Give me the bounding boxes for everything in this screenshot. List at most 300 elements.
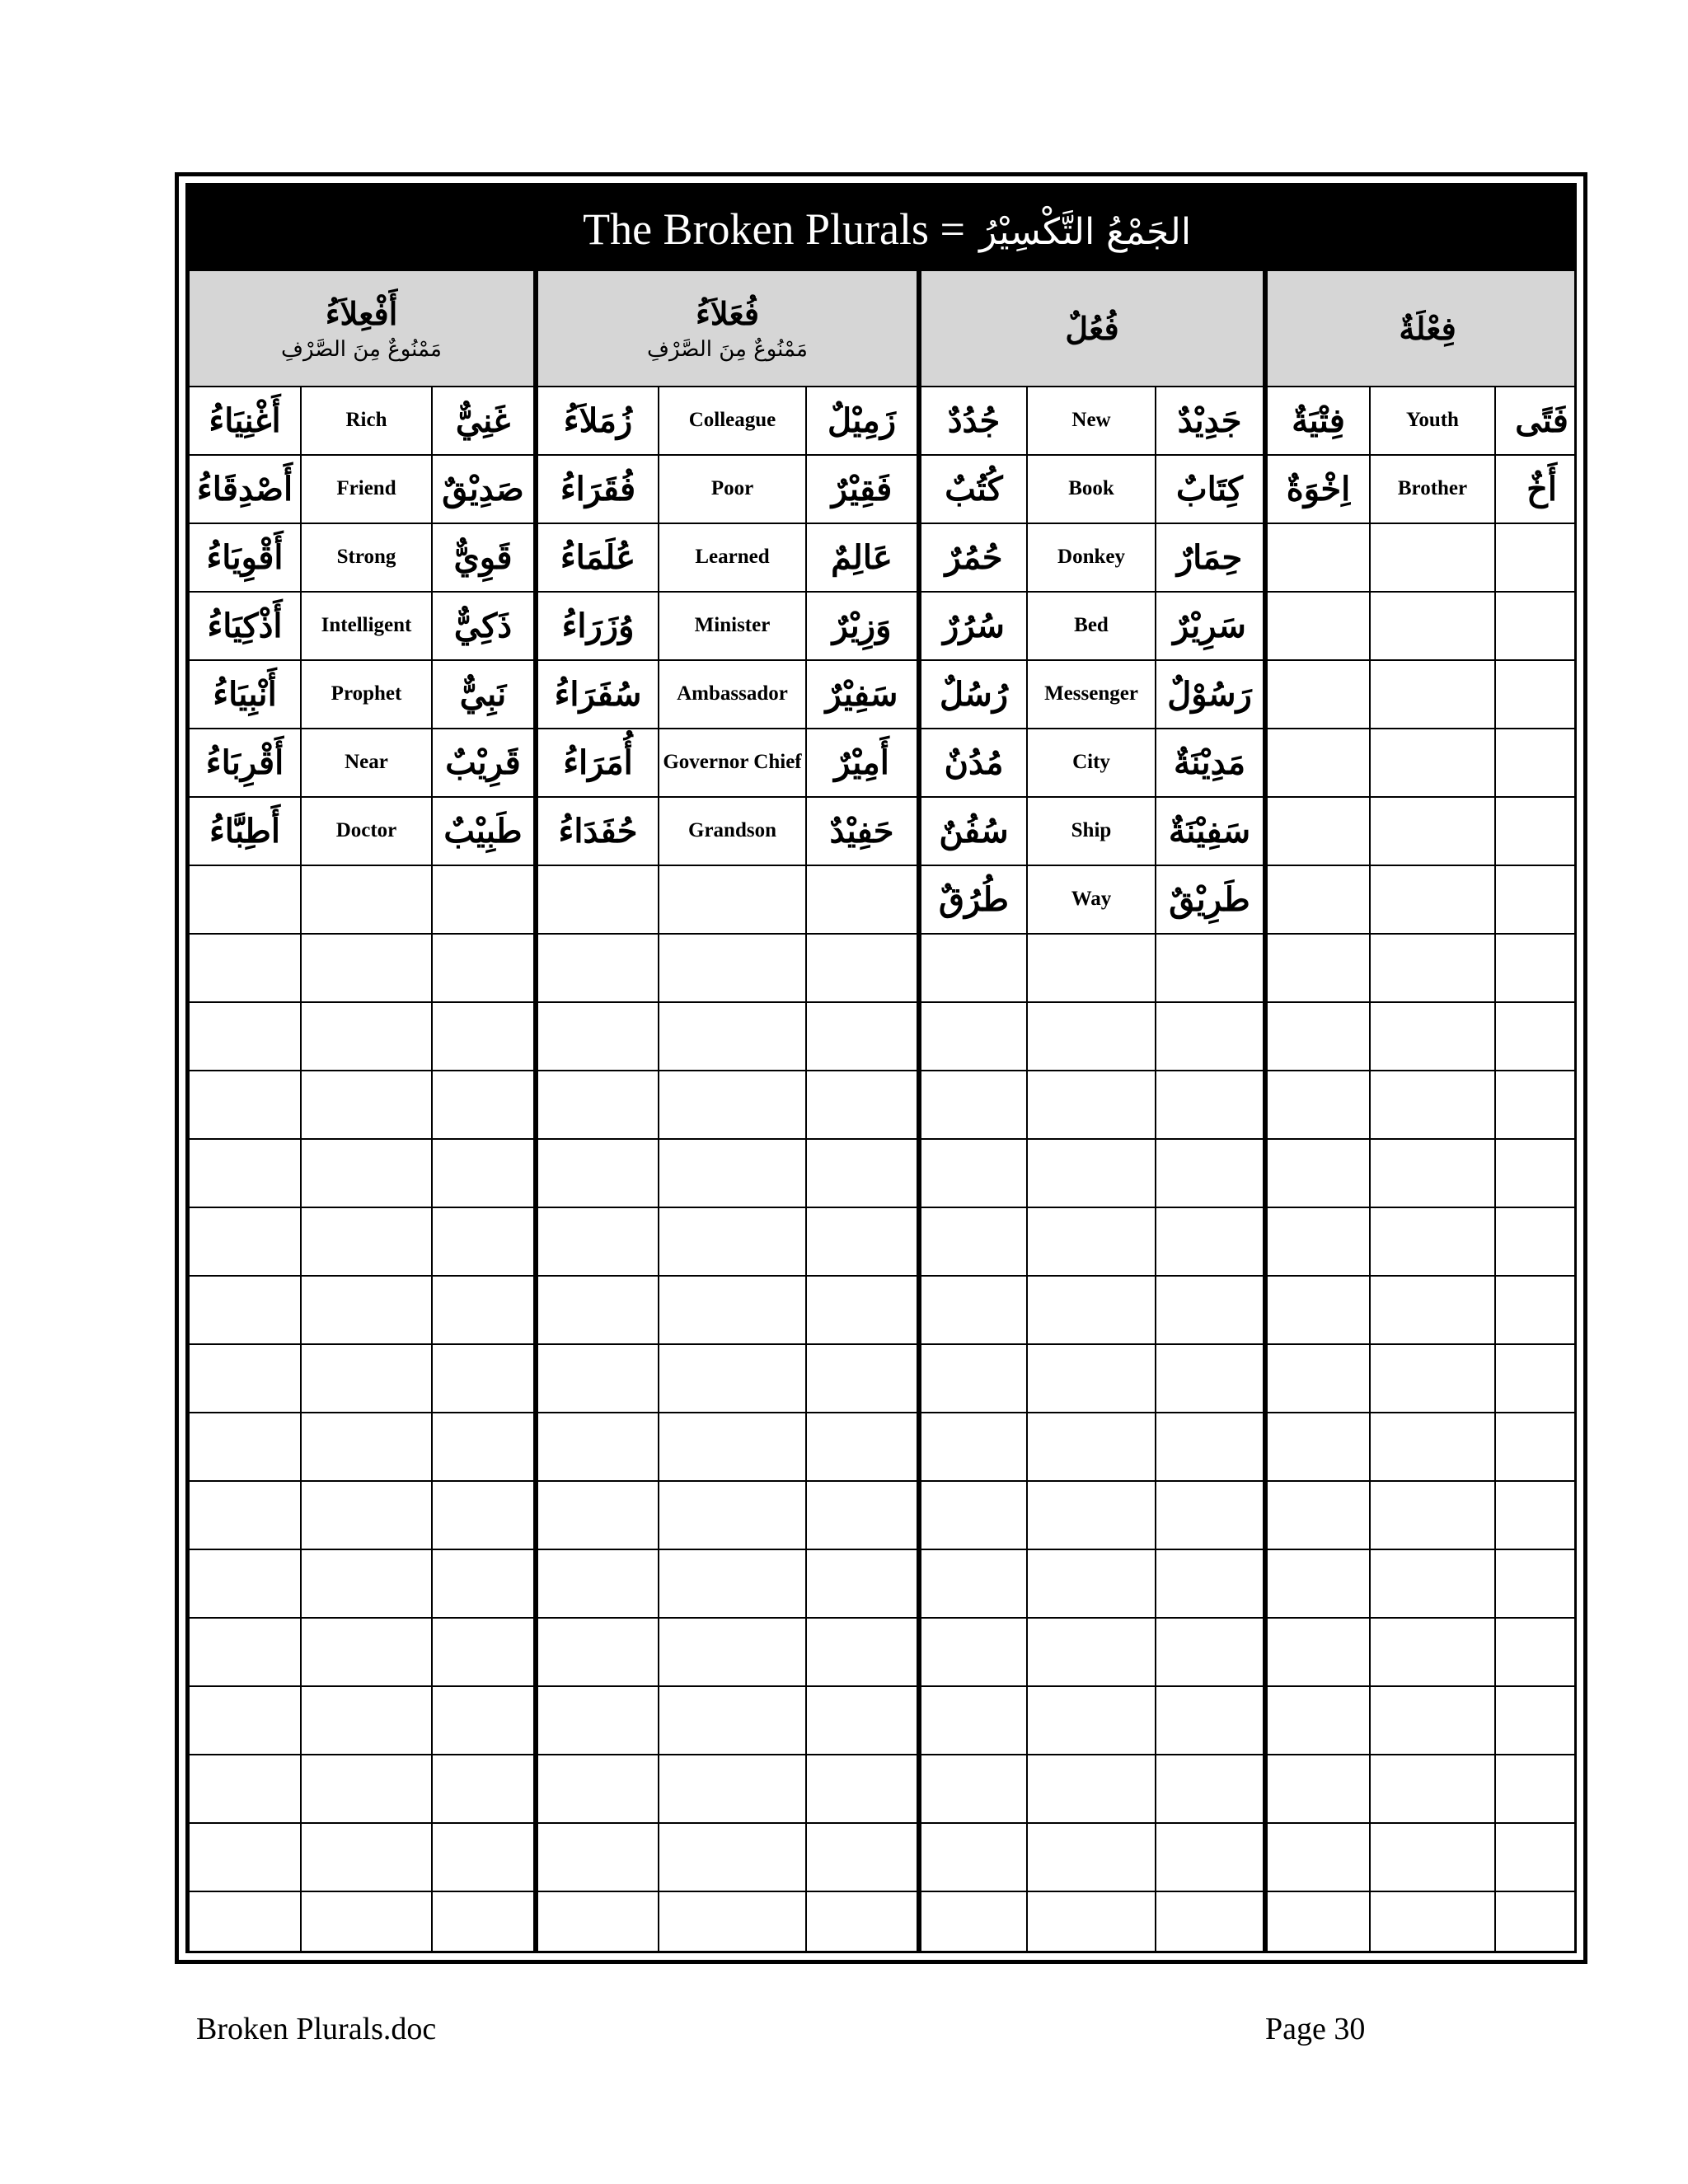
plural-cell <box>536 1207 659 1276</box>
table-row <box>189 1823 1577 1891</box>
singular-cell <box>1156 797 1265 865</box>
meaning-cell <box>659 387 806 455</box>
singular-cell <box>432 1823 536 1891</box>
meaning-cell <box>659 1413 806 1481</box>
plural-cell <box>536 1139 659 1207</box>
meaning-cell <box>659 1207 806 1276</box>
singular-text: ذَكِيٌّ <box>453 606 513 645</box>
meaning-cell <box>301 1276 432 1344</box>
singular-text: حَفِيْدٌ <box>829 811 894 851</box>
group-pattern: فُعُلٌ <box>1065 310 1119 347</box>
singular-text: وَزِيْرٌ <box>832 606 892 645</box>
meaning-cell <box>301 934 432 1002</box>
group-pattern: أَفْعِلاَءُ <box>325 295 398 332</box>
plural-text: رُسُلٌ <box>939 674 1009 714</box>
meaning-cell <box>1370 865 1495 934</box>
plural-cell <box>919 1139 1027 1207</box>
meaning-cell <box>301 592 432 660</box>
plural-cell <box>919 1344 1027 1413</box>
singular-cell <box>1495 1481 1577 1549</box>
plural-cell <box>1265 1891 1370 1953</box>
singular-cell <box>1156 1207 1265 1276</box>
singular-cell <box>1495 1344 1577 1413</box>
meaning-cell <box>301 660 432 729</box>
table-row <box>189 387 1577 455</box>
meaning-cell <box>301 1823 432 1891</box>
plural-cell <box>189 1276 301 1344</box>
singular-cell <box>1156 592 1265 660</box>
plural-cell <box>536 1071 659 1139</box>
singular-cell <box>1156 387 1265 455</box>
singular-cell <box>806 1755 919 1823</box>
singular-cell <box>806 523 919 592</box>
singular-cell <box>806 1071 919 1139</box>
table-row <box>189 660 1577 729</box>
plural-text: سُفَرَاءُ <box>554 674 642 714</box>
meaning-text: Near <box>345 751 388 774</box>
singular-text: رَسُوْلٌ <box>1167 674 1252 714</box>
footer-filename: Broken Plurals.doc <box>196 2012 437 2046</box>
meaning-text: Bed <box>1074 614 1109 637</box>
meaning-cell <box>301 1686 432 1755</box>
meaning-cell <box>1370 1002 1495 1071</box>
group-pattern: فُعَلاَءُ <box>695 295 760 332</box>
table-row <box>189 1686 1577 1755</box>
meaning-cell <box>301 865 432 934</box>
singular-cell <box>806 1413 919 1481</box>
singular-cell <box>432 523 536 592</box>
plural-cell <box>536 1891 659 1953</box>
meaning-text: Governor Chief <box>663 751 802 774</box>
meaning-cell <box>301 1413 432 1481</box>
meaning-cell <box>1370 660 1495 729</box>
meaning-text: Friend <box>336 477 396 500</box>
table-row <box>189 1891 1577 1953</box>
plural-cell <box>919 1686 1027 1755</box>
singular-cell <box>806 1276 919 1344</box>
singular-cell <box>806 1481 919 1549</box>
meaning-text: Book <box>1068 477 1114 500</box>
singular-text: سَفِيْرٌ <box>825 674 898 714</box>
meaning-cell <box>659 1549 806 1618</box>
plural-cell <box>1265 1823 1370 1891</box>
singular-cell <box>806 660 919 729</box>
singular-text: فَقِيْرٌ <box>831 469 893 509</box>
table-row <box>189 865 1577 934</box>
meaning-cell <box>301 1618 432 1686</box>
singular-cell <box>432 865 536 934</box>
singular-cell <box>432 729 536 797</box>
plural-cell <box>536 1755 659 1823</box>
plural-text: مُدُنٌ <box>944 743 1004 782</box>
meaning-cell <box>1027 1755 1156 1823</box>
singular-text: غَنِيٌّ <box>455 401 511 440</box>
meaning-cell <box>659 934 806 1002</box>
meaning-cell <box>301 729 432 797</box>
singular-cell <box>1495 523 1577 592</box>
singular-text: فَتًى <box>1515 401 1568 440</box>
plural-text: أَقْرِبَاءُ <box>205 743 284 782</box>
meaning-cell <box>301 455 432 523</box>
singular-cell <box>432 387 536 455</box>
singular-cell <box>1156 1002 1265 1071</box>
meaning-text: Rich <box>345 409 387 432</box>
plural-text: فِتْيَةٌ <box>1292 401 1345 440</box>
meaning-cell <box>1027 455 1156 523</box>
plural-text: حُفَدَاءُ <box>558 811 638 851</box>
meaning-text: Colleague <box>688 409 776 432</box>
plural-cell <box>536 729 659 797</box>
singular-text: مَدِيْنَةٌ <box>1173 743 1246 782</box>
singular-cell <box>432 1686 536 1755</box>
meaning-cell <box>301 797 432 865</box>
meaning-text: Strong <box>336 546 396 569</box>
singular-cell <box>806 1002 919 1071</box>
meaning-text: Youth <box>1406 409 1459 432</box>
plural-cell <box>1265 1071 1370 1139</box>
group-header-filatun <box>1265 270 1577 387</box>
meaning-cell <box>659 592 806 660</box>
meaning-cell <box>659 1344 806 1413</box>
meaning-text: Messenger <box>1044 682 1138 705</box>
table-row <box>189 455 1577 523</box>
meaning-cell <box>301 1002 432 1071</box>
meaning-text: Ambassador <box>677 682 788 705</box>
plural-cell <box>189 1549 301 1618</box>
plural-cell <box>1265 1549 1370 1618</box>
table-row <box>189 592 1577 660</box>
plural-cell <box>919 797 1027 865</box>
meaning-cell <box>1370 1344 1495 1413</box>
singular-cell <box>1156 1481 1265 1549</box>
singular-cell <box>1156 865 1265 934</box>
plural-text: عُلَمَاءُ <box>560 537 636 577</box>
singular-text: جَدِيْدٌ <box>1177 401 1242 440</box>
singular-cell <box>1495 1755 1577 1823</box>
singular-cell <box>1495 1618 1577 1686</box>
singular-text: زَمِيْلٌ <box>827 401 897 440</box>
singular-text: كِتَابٌ <box>1176 469 1243 509</box>
plural-cell <box>536 1549 659 1618</box>
meaning-text: Intelligent <box>321 614 412 637</box>
plural-cell <box>1265 1344 1370 1413</box>
plural-cell <box>536 1002 659 1071</box>
plural-cell <box>536 797 659 865</box>
meaning-text: Donkey <box>1057 546 1125 569</box>
meaning-cell <box>659 1686 806 1755</box>
singular-cell <box>432 1002 536 1071</box>
singular-cell <box>806 1139 919 1207</box>
plural-text: أَنْبِيَاءُ <box>213 674 277 714</box>
singular-cell <box>1495 387 1577 455</box>
table-row <box>189 1276 1577 1344</box>
table-row <box>189 729 1577 797</box>
meaning-cell <box>659 797 806 865</box>
singular-cell <box>1156 1071 1265 1139</box>
plural-cell <box>919 865 1027 934</box>
meaning-cell <box>1027 660 1156 729</box>
singular-cell <box>432 1344 536 1413</box>
plural-cell <box>1265 729 1370 797</box>
plural-text: أَغْنِيَاءُ <box>209 401 281 440</box>
plural-text: سُفُنٌ <box>939 811 1009 851</box>
singular-cell <box>806 592 919 660</box>
table-row <box>189 1139 1577 1207</box>
plural-text: كُتُبٌ <box>945 469 1003 509</box>
singular-text: صَدِيْقٌ <box>442 469 524 509</box>
singular-cell <box>1156 1549 1265 1618</box>
plural-cell <box>1265 865 1370 934</box>
plural-cell <box>1265 1755 1370 1823</box>
plural-cell <box>1265 934 1370 1002</box>
singular-text: طَرِيْقٌ <box>1169 879 1250 919</box>
plural-cell <box>189 387 301 455</box>
singular-text: عَالِمٌ <box>831 537 893 577</box>
plural-cell <box>919 1276 1027 1344</box>
plural-cell <box>189 660 301 729</box>
singular-cell <box>432 1276 536 1344</box>
group-note: مَمْنُوعٌ مِنَ الصَّرْفِ <box>647 337 808 362</box>
plural-text: حُمُرٌ <box>945 537 1003 577</box>
plural-cell <box>919 1891 1027 1953</box>
plural-cell <box>1265 1413 1370 1481</box>
table-row <box>189 934 1577 1002</box>
plural-cell <box>189 865 301 934</box>
table-row <box>189 1755 1577 1823</box>
footer-page-number: Page 30 <box>1265 2012 1366 2046</box>
meaning-cell <box>1370 1618 1495 1686</box>
meaning-cell <box>659 523 806 592</box>
meaning-cell <box>1370 1481 1495 1549</box>
singular-cell <box>1156 660 1265 729</box>
table-row <box>189 1549 1577 1618</box>
plural-cell <box>1265 797 1370 865</box>
plural-cell <box>919 523 1027 592</box>
singular-cell <box>1156 1891 1265 1953</box>
plural-cell <box>189 1207 301 1276</box>
meaning-cell <box>659 729 806 797</box>
singular-cell <box>1495 1891 1577 1953</box>
meaning-cell <box>1370 729 1495 797</box>
meaning-cell <box>659 1002 806 1071</box>
table-row <box>189 1002 1577 1071</box>
plural-cell <box>1265 1618 1370 1686</box>
meaning-cell <box>1027 934 1156 1002</box>
plural-cell <box>536 1686 659 1755</box>
singular-cell <box>1156 1686 1265 1755</box>
table-row <box>189 1481 1577 1549</box>
singular-cell <box>1495 1207 1577 1276</box>
singular-cell <box>1156 1823 1265 1891</box>
singular-cell <box>1156 934 1265 1002</box>
plural-cell <box>536 387 659 455</box>
plural-cell <box>189 797 301 865</box>
plural-cell <box>189 1071 301 1139</box>
plural-cell <box>189 455 301 523</box>
singular-cell <box>1156 523 1265 592</box>
plural-cell <box>536 1481 659 1549</box>
meaning-text: Prophet <box>331 682 402 705</box>
meaning-cell <box>1027 387 1156 455</box>
meaning-cell <box>1370 1139 1495 1207</box>
meaning-cell <box>301 1891 432 1953</box>
singular-text: نَبِيٌّ <box>459 674 507 714</box>
title-english: The Broken Plurals = <box>583 204 965 254</box>
singular-cell <box>432 1207 536 1276</box>
meaning-cell <box>1027 1276 1156 1344</box>
singular-text: سَرِيْرٌ <box>1173 606 1246 645</box>
plural-cell <box>919 1823 1027 1891</box>
meaning-text: Way <box>1071 888 1112 911</box>
singular-cell <box>1495 1002 1577 1071</box>
meaning-cell <box>1027 865 1156 934</box>
meaning-cell <box>1027 1891 1156 1953</box>
plural-text: اِخْوَةٌ <box>1286 469 1351 509</box>
plural-text: أَصْدِقَاءُ <box>196 469 293 509</box>
plural-cell <box>536 1413 659 1481</box>
plural-cell <box>919 1207 1027 1276</box>
plural-cell <box>919 592 1027 660</box>
plural-cell <box>919 1481 1027 1549</box>
broken-plurals-table <box>188 185 1577 1953</box>
meaning-cell <box>659 1481 806 1549</box>
meaning-text: Brother <box>1397 477 1468 500</box>
singular-cell <box>432 660 536 729</box>
meaning-text: Ship <box>1071 819 1112 842</box>
plural-cell <box>189 1139 301 1207</box>
plural-cell <box>536 1618 659 1686</box>
singular-cell <box>806 1344 919 1413</box>
meaning-cell <box>301 1549 432 1618</box>
plural-cell <box>536 865 659 934</box>
meaning-cell <box>1370 1823 1495 1891</box>
table-row <box>189 1618 1577 1686</box>
meaning-cell <box>1370 592 1495 660</box>
title-arabic: الجَمْعُ التَّكْسِيْرُ <box>979 210 1192 253</box>
group-header-fuul <box>919 270 1265 387</box>
singular-cell <box>1495 592 1577 660</box>
table-row <box>189 1344 1577 1413</box>
plural-cell <box>1265 1207 1370 1276</box>
group-header-afilaa <box>189 270 536 387</box>
meaning-cell <box>301 1071 432 1139</box>
meaning-cell <box>1027 797 1156 865</box>
plural-cell <box>919 387 1027 455</box>
plural-cell <box>189 1413 301 1481</box>
singular-cell <box>1156 1139 1265 1207</box>
table-row <box>189 797 1577 865</box>
meaning-cell <box>659 1139 806 1207</box>
singular-cell <box>806 865 919 934</box>
meaning-cell <box>1027 1618 1156 1686</box>
meaning-cell <box>1027 1002 1156 1071</box>
plural-cell <box>919 1413 1027 1481</box>
table-row <box>189 1207 1577 1276</box>
singular-text: قَوِيٌّ <box>453 537 513 577</box>
singular-cell <box>432 1891 536 1953</box>
meaning-cell <box>1027 1481 1156 1549</box>
singular-cell <box>432 1618 536 1686</box>
plural-cell <box>536 1276 659 1344</box>
plural-text: فُقَرَاءُ <box>560 469 636 509</box>
table-inner-frame <box>185 183 1577 1953</box>
plural-cell <box>1265 1002 1370 1071</box>
meaning-cell <box>301 1344 432 1413</box>
singular-cell <box>1495 797 1577 865</box>
singular-text: سَفِيْنَةٌ <box>1168 811 1251 851</box>
meaning-cell <box>1370 1071 1495 1139</box>
meaning-cell <box>1027 1686 1156 1755</box>
meaning-cell <box>1027 1207 1156 1276</box>
plural-cell <box>1265 523 1370 592</box>
singular-cell <box>432 1139 536 1207</box>
meaning-text: City <box>1072 751 1110 774</box>
singular-cell <box>1495 1071 1577 1139</box>
title-row <box>189 186 1577 270</box>
singular-cell <box>1495 1549 1577 1618</box>
singular-cell <box>1156 455 1265 523</box>
singular-cell <box>432 797 536 865</box>
singular-cell <box>1495 455 1577 523</box>
singular-cell <box>1495 865 1577 934</box>
meaning-cell <box>1370 1413 1495 1481</box>
plural-cell <box>919 660 1027 729</box>
singular-cell <box>1495 934 1577 1002</box>
singular-cell <box>1495 1686 1577 1755</box>
meaning-cell <box>659 1618 806 1686</box>
plural-text: أَقْوِيَاءُ <box>206 537 284 577</box>
meaning-cell <box>301 1207 432 1276</box>
plural-cell <box>536 660 659 729</box>
meaning-cell <box>659 1276 806 1344</box>
plural-cell <box>919 455 1027 523</box>
meaning-text: Doctor <box>335 819 397 842</box>
singular-cell <box>806 1549 919 1618</box>
singular-text: أَمِيْرٌ <box>834 743 889 782</box>
plural-cell <box>189 592 301 660</box>
meaning-cell <box>1027 1549 1156 1618</box>
plural-cell <box>1265 1481 1370 1549</box>
meaning-cell <box>301 1139 432 1207</box>
singular-cell <box>432 1481 536 1549</box>
group-pattern: فِعْلَةٌ <box>1399 310 1456 347</box>
plural-cell <box>189 1618 301 1686</box>
meaning-cell <box>1027 729 1156 797</box>
singular-cell <box>1156 729 1265 797</box>
meaning-cell <box>1370 934 1495 1002</box>
singular-cell <box>432 1413 536 1481</box>
plural-cell <box>189 729 301 797</box>
meaning-cell <box>659 865 806 934</box>
singular-cell <box>432 1549 536 1618</box>
plural-text: أَذْكِيَاءُ <box>207 606 283 645</box>
table-frame <box>175 172 1587 1964</box>
singular-cell <box>806 455 919 523</box>
table-row <box>189 1071 1577 1139</box>
meaning-cell <box>1027 523 1156 592</box>
plural-cell <box>189 1344 301 1413</box>
plural-cell <box>919 1002 1027 1071</box>
plural-cell <box>189 1823 301 1891</box>
singular-cell <box>432 1755 536 1823</box>
title-cell <box>189 186 1577 270</box>
plural-cell <box>919 1755 1027 1823</box>
plural-cell <box>1265 660 1370 729</box>
singular-cell <box>432 592 536 660</box>
plural-cell <box>919 1618 1027 1686</box>
meaning-cell <box>301 1481 432 1549</box>
meaning-cell <box>1370 387 1495 455</box>
